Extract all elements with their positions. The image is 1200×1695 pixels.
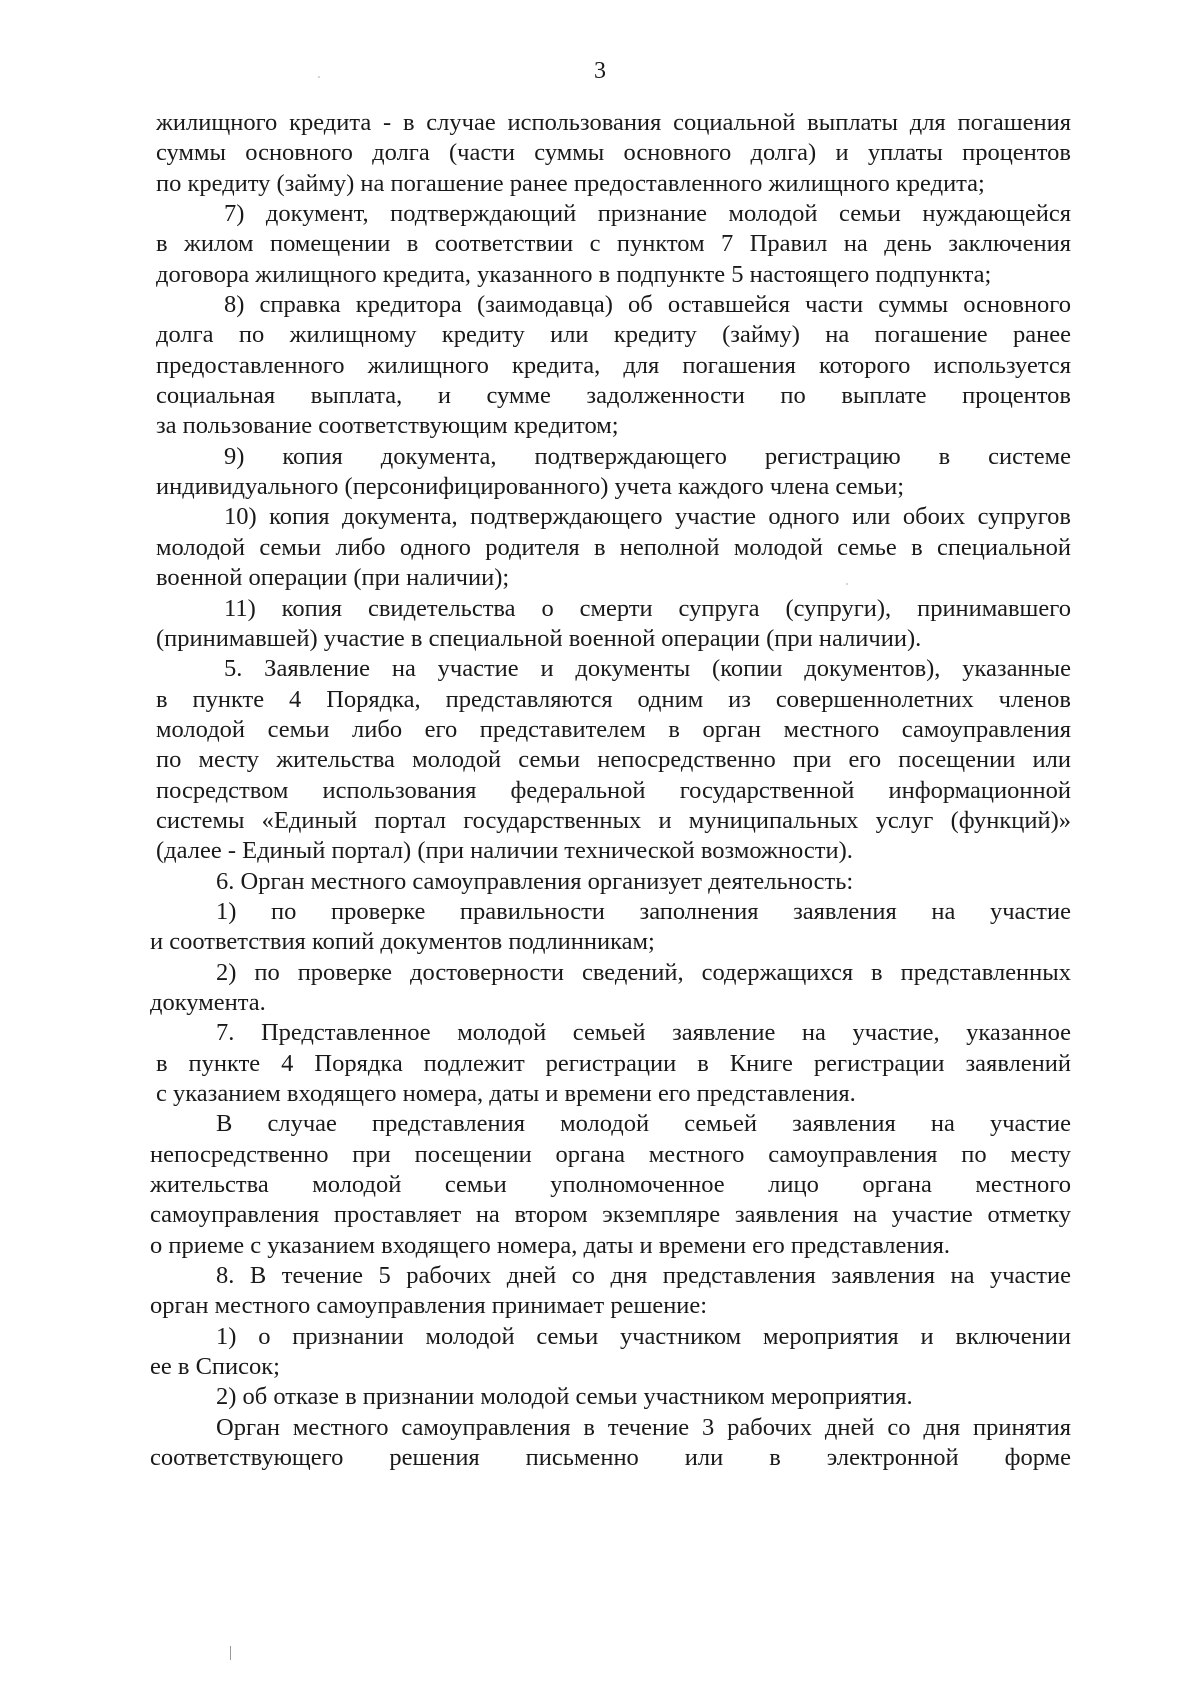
text-line: Орган местного самоуправления в течение 3 рабочих дней со дня принятия [216, 1413, 1071, 1441]
text-line: непосредственно при посещении органа местного самоуправления по месту [150, 1140, 1071, 1168]
text-line: социальная выплата, и сумме задолженности по выплате процентов [156, 382, 1071, 410]
text-line: 7. Представленное молодой семьей заявление на участие, указанное [216, 1019, 1071, 1047]
text-line: самоуправления проставляет на втором экземпляре заявления на участие отметку [150, 1201, 1071, 1229]
page-number: 3 [594, 58, 606, 84]
text-line: в пункте 4 Порядка, представляются одним из совершеннолетних членов [156, 685, 1071, 713]
document-body [150, 108, 1071, 1473]
text-line: соответствующего решения письменно или в электронной форме [150, 1444, 1071, 1472]
text-line: жительства молодой семьи уполномоченное лицо органа местного [150, 1171, 1071, 1199]
text-line: 1) по проверке правильности заполнения заявления на участие [216, 897, 1071, 925]
text-line: (далее - Единый портал) (при наличии технической возможности). [156, 837, 853, 865]
text-line: договора жилищного кредита, указанного в подпункте 5 настоящего подпункта; [156, 260, 992, 288]
text-line: по кредиту (займу) на погашение ранее предоставленного жилищного кредита; [156, 169, 985, 197]
text-line: в пункте 4 Порядка подлежит регистрации в Книге регистрации заявлений [156, 1049, 1071, 1077]
text-line: 5. Заявление на участие и документы (копии документов), указанные [224, 655, 1071, 683]
text-line: долга по жилищному кредиту или кредиту (займу) на погашение ранее [156, 321, 1071, 349]
text-line: 2) по проверке достоверности сведений, содержащихся в представленных [216, 958, 1071, 986]
text-line: по месту жительства молодой семьи непосредственно при его посещении или [156, 746, 1071, 774]
text-line: военной операции (при наличии); [156, 564, 510, 592]
text-line: системы «Единый портал государственных и муниципальных услуг (функций)» [156, 806, 1071, 834]
scan-artifact-mark [230, 1646, 231, 1660]
text-line: В случае представления молодой семьей заявления на участие [216, 1110, 1071, 1138]
scan-artifact-dot [846, 583, 848, 585]
text-line: молодой семьи либо его представителем в орган местного самоуправления [156, 715, 1071, 743]
text-line: 9) копия документа, подтверждающего регистрацию в системе [224, 442, 1071, 470]
text-line: о приеме с указанием входящего номера, даты и времени его представления. [150, 1231, 950, 1259]
text-line: жилищного кредита - в случае использования социальной выплаты для погашения [156, 109, 1071, 136]
text-line: индивидуального (персонифицированного) учета каждого члена семьи; [156, 473, 905, 501]
text-line: молодой семьи либо одного родителя в неполной молодой семье в специальной [156, 533, 1071, 561]
text-line: 8. В течение 5 рабочих дней со дня представления заявления на участие [216, 1262, 1071, 1290]
text-line: суммы основного долга (части суммы основного долга) и уплаты процентов [156, 139, 1071, 167]
text-line: ее в Список; [150, 1353, 280, 1381]
text-line: 2) об отказе в признании молодой семьи участником мероприятия. [216, 1383, 913, 1411]
text-line: за пользование соответствующим кредитом; [156, 412, 619, 440]
text-line: 6. Орган местного самоуправления организует деятельность: [216, 867, 854, 895]
text-line: (принимавшей) участие в специальной военной операции (при наличии). [156, 624, 922, 652]
text-line: в жилом помещении в соответствии с пунктом 7 Правил на день заключения [156, 230, 1071, 258]
text-line: и соответствия копий документов подлинникам; [150, 928, 655, 956]
text-line: предоставленного жилищного кредита, для погашения которого используется [156, 351, 1071, 379]
text-line: 8) справка кредитора (заимодавца) об оставшейся части суммы основного [224, 291, 1071, 319]
text-line: 7) документ, подтверждающий признание молодой семьи нуждающейся [224, 200, 1071, 228]
text-line: документа. [150, 988, 266, 1016]
text-line: с указанием входящего номера, даты и времени его представления. [156, 1080, 856, 1107]
scan-artifact-dot [318, 76, 320, 78]
text-line: 11) копия свидетельства о смерти супруга (супруги), принимавшего [224, 594, 1071, 622]
text-line: 1) о признании молодой семьи участником мероприятия и включении [216, 1322, 1071, 1350]
text-line: 10) копия документа, подтверждающего участие одного или обоих супругов [224, 503, 1071, 531]
text-line: орган местного самоуправления принимает решение: [150, 1292, 708, 1320]
text-line: посредством использования федеральной государственной информационной [156, 776, 1071, 804]
